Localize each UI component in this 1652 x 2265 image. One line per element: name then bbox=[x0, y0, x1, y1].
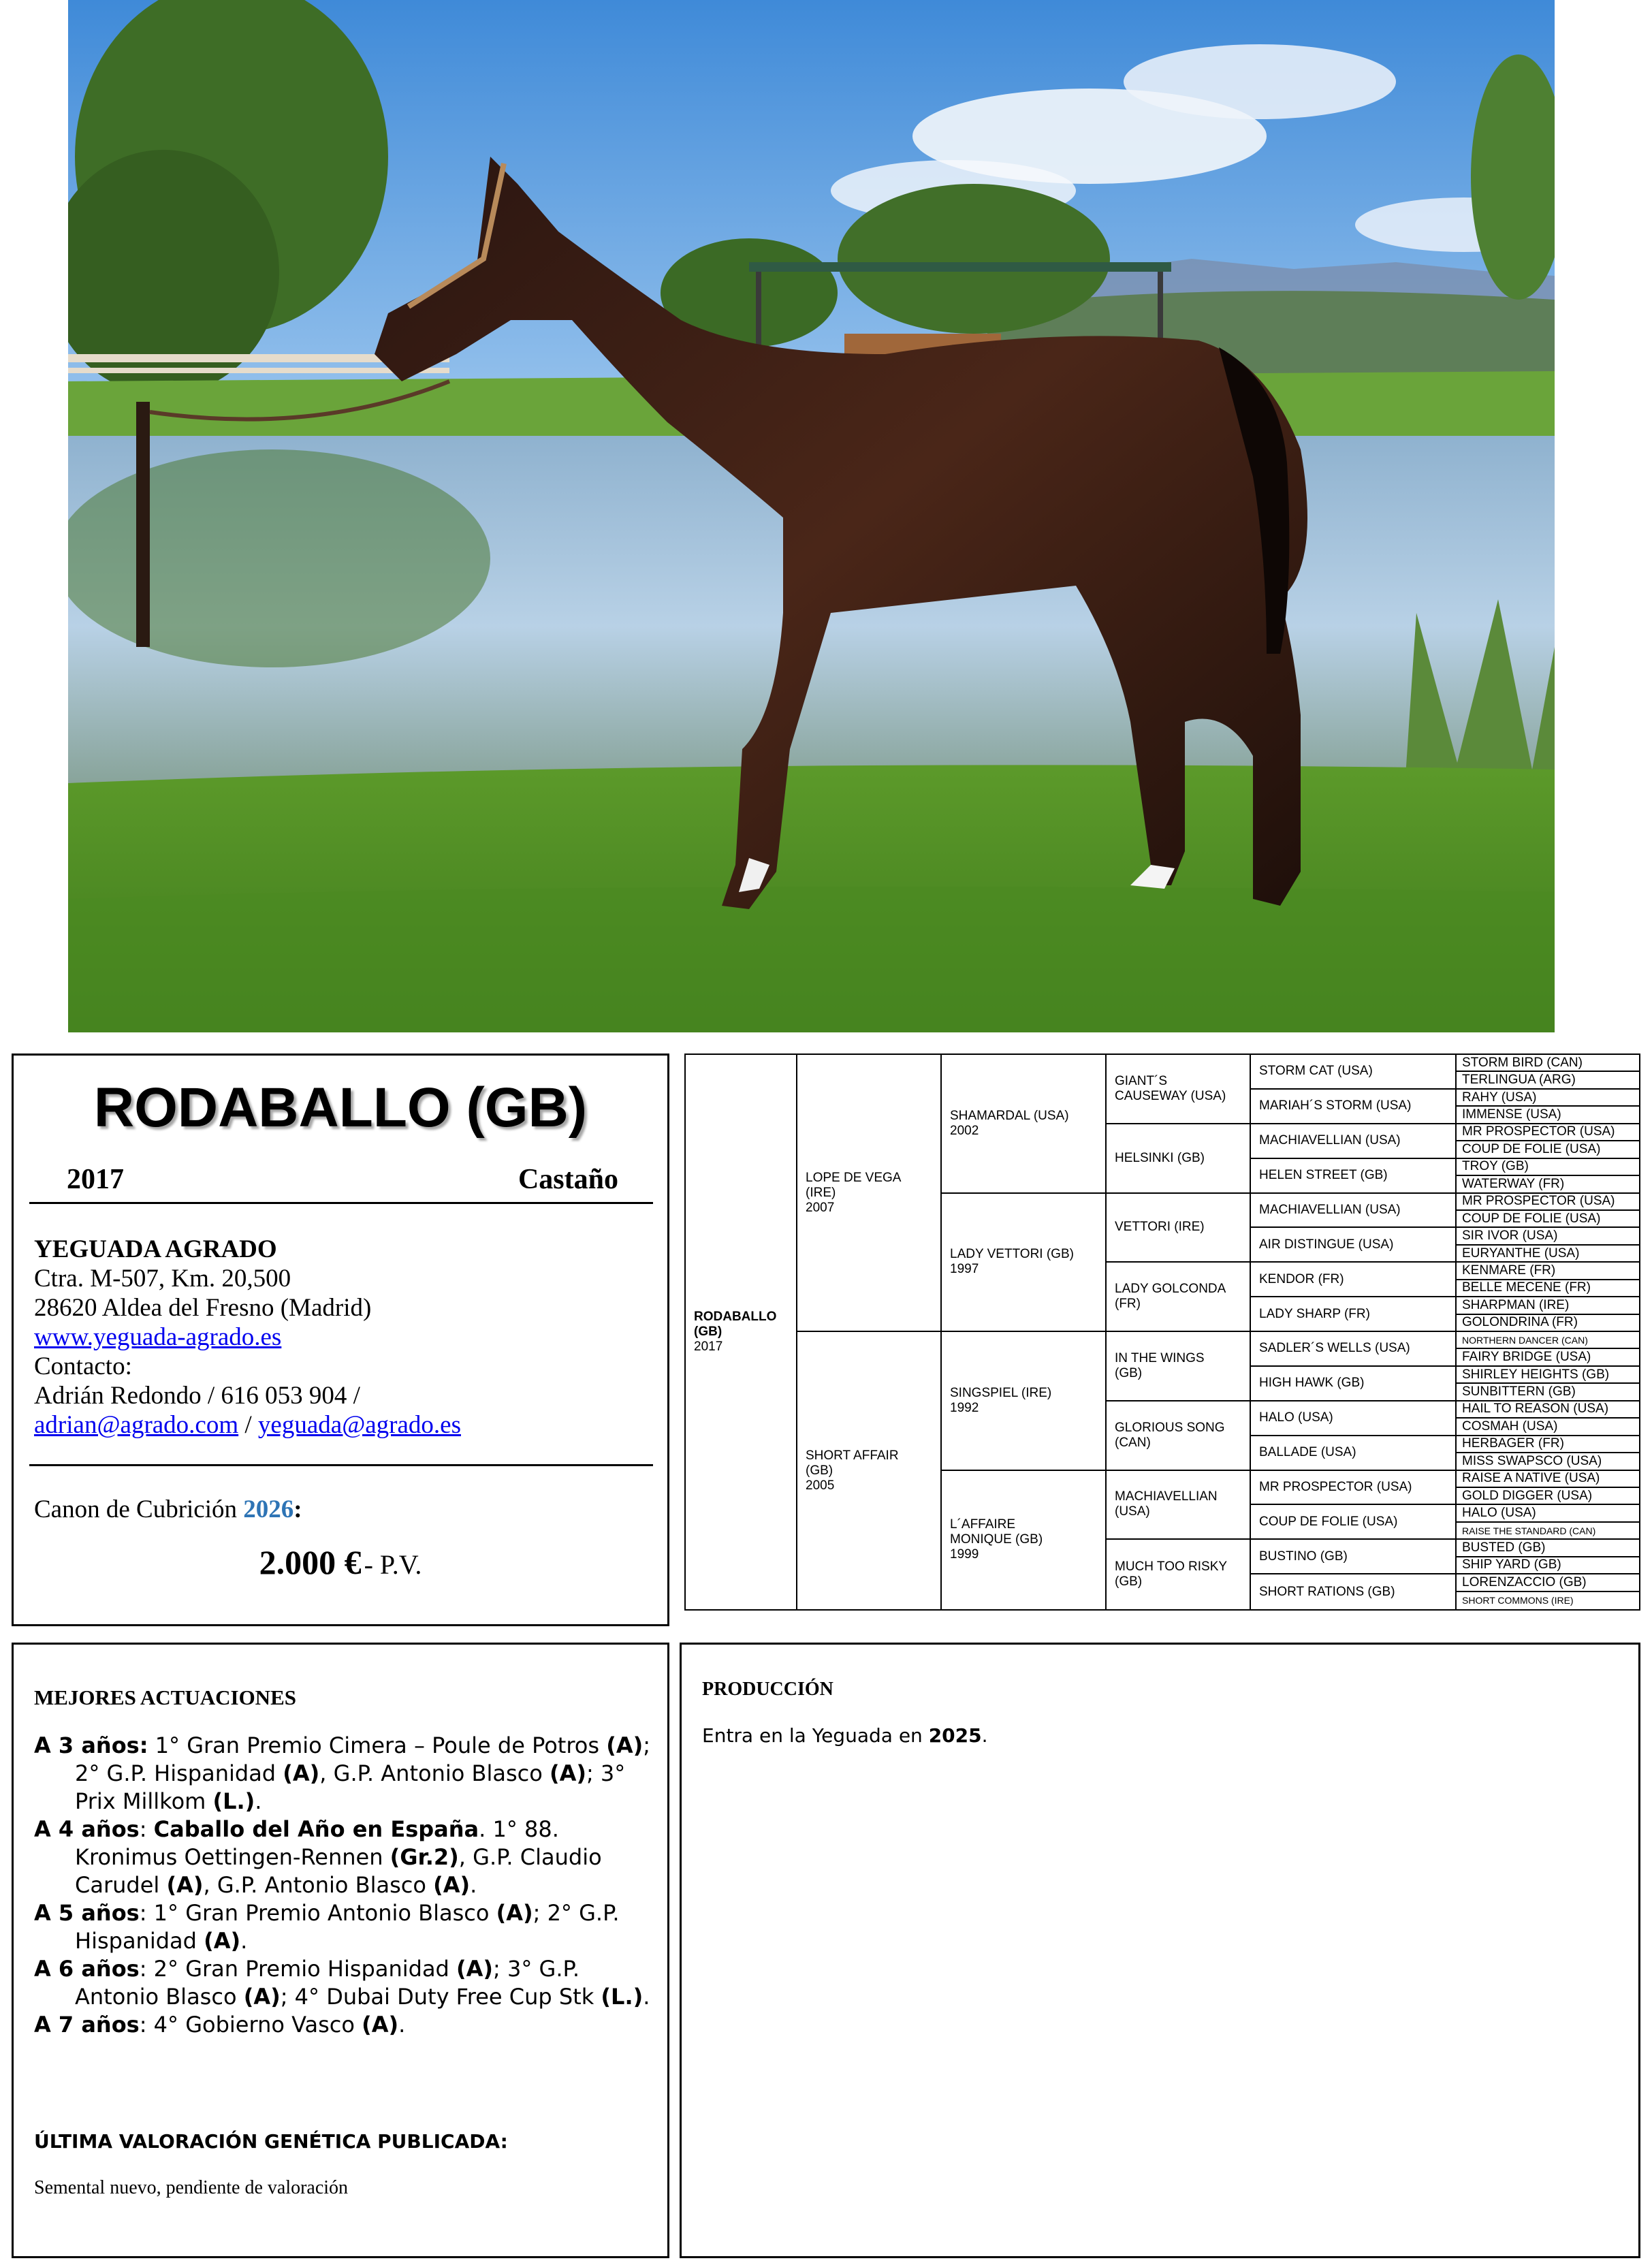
pedigree-text-line: SHORT RATIONS (GB) bbox=[1259, 1584, 1395, 1599]
pedigree-cell-gen4 bbox=[1251, 1505, 1457, 1540]
pedigree-horse-name bbox=[1462, 1489, 1592, 1503]
pedigree-text-line: COSMAH (USA) bbox=[1462, 1419, 1558, 1434]
pedigree-cell-gen3 bbox=[1107, 1401, 1251, 1471]
pedigree-horse-name bbox=[1259, 1272, 1344, 1287]
pedigree-text-line: CAUSEWAY (USA) bbox=[1115, 1088, 1226, 1103]
pedigree-text-line: COUP DE FOLIE (USA) bbox=[1462, 1141, 1601, 1156]
pedigree-horse-name bbox=[1462, 1056, 1583, 1070]
pedigree-text-line: 2017 bbox=[694, 1340, 723, 1354]
pedigree-text-line: MARIAH´S STORM (USA) bbox=[1259, 1098, 1412, 1113]
pedigree-text-line: SHAMARDAL (USA) bbox=[950, 1108, 1069, 1123]
pedigree-text-line: STORM CAT (USA) bbox=[1259, 1064, 1373, 1079]
pedigree-horse-name bbox=[1115, 1151, 1205, 1166]
pedigree-cell-gen3 bbox=[1107, 1471, 1251, 1540]
pedigree-text-line: LADY VETTORI (GB) bbox=[950, 1247, 1074, 1262]
pedigree-text-line: 2005 bbox=[806, 1478, 835, 1493]
pedigree-text-line: HALO (USA) bbox=[1462, 1506, 1536, 1521]
pedigree-text-line: RODABALLO bbox=[694, 1310, 777, 1324]
pedigree-text-line: RAHY (USA) bbox=[1462, 1090, 1537, 1105]
pedigree-cell-gen5 bbox=[1457, 1141, 1640, 1158]
pedigree-horse-name bbox=[1462, 1281, 1591, 1295]
pedigree-horse-name bbox=[1259, 1133, 1401, 1148]
pedigree-text-line: SUNBITTERN (GB) bbox=[1462, 1384, 1576, 1399]
pedigree-horse-name bbox=[950, 1247, 1074, 1277]
performance-item bbox=[34, 1899, 661, 1955]
pedigree-text-line: (GB) bbox=[806, 1463, 833, 1478]
pedigree-text-line: GOLONDRINA (FR) bbox=[1462, 1315, 1578, 1330]
pedigree-text-line: MR PROSPECTOR (USA) bbox=[1259, 1479, 1412, 1494]
pedigree-text-line: MONIQUE (GB) bbox=[950, 1532, 1043, 1547]
pedigree-text-line: (USA) bbox=[1115, 1504, 1150, 1519]
pedigree-text-line: (CAN) bbox=[1115, 1435, 1151, 1450]
email-link-yeguada[interactable]: yeguada@agrado.es bbox=[257, 1411, 461, 1439]
pedigree-cell-gen5 bbox=[1457, 1592, 1640, 1609]
pedigree-cell-gen5 bbox=[1457, 1453, 1640, 1470]
performance-text: : 1° Gran Premio Antonio Blasco (A); 2° G.P. Hispanidad (A). bbox=[75, 1900, 620, 1954]
pedigree-cell-gen5 bbox=[1457, 1211, 1640, 1228]
pedigree-cell-gen5 bbox=[1457, 1090, 1640, 1107]
pedigree-horse-name bbox=[1462, 1143, 1600, 1156]
pedigree-cell-gen5 bbox=[1457, 1523, 1640, 1540]
pedigree-text-line: HERBAGER (FR) bbox=[1462, 1436, 1564, 1451]
pedigree-cell-gen5 bbox=[1457, 1159, 1640, 1176]
pedigree-horse-name bbox=[1115, 1489, 1218, 1519]
pedigree-text-line: GOLD DIGGER (USA) bbox=[1462, 1488, 1593, 1503]
pedigree-horse-name bbox=[1462, 1264, 1555, 1278]
pedigree-text-line: 2002 bbox=[950, 1123, 979, 1138]
production-title: PRODUCCIÓN bbox=[702, 1679, 833, 1700]
pedigree-cell-gen5 bbox=[1457, 1505, 1640, 1522]
pedigree-text-line: (GB) bbox=[1115, 1574, 1143, 1589]
pedigree-text-line: BUSTED (GB) bbox=[1462, 1540, 1546, 1555]
pedigree-text-line: MISS SWAPSCO (USA) bbox=[1462, 1453, 1602, 1468]
pedigree-text-line: 1999 bbox=[950, 1547, 979, 1562]
pedigree-horse-name bbox=[1462, 1108, 1561, 1122]
address-line-1: Ctra. M-507, Km. 20,500 bbox=[34, 1265, 291, 1293]
pedigree-text-line: SADLER´S WELLS (USA) bbox=[1259, 1341, 1410, 1356]
pedigree-cell-gen1 bbox=[797, 1332, 942, 1609]
pedigree-cell-gen4 bbox=[1251, 1436, 1457, 1471]
pedigree-text-line: KENDOR (FR) bbox=[1259, 1271, 1344, 1286]
address-line-2: 28620 Aldea del Fresno (Madrid) bbox=[34, 1294, 372, 1322]
pedigree-text-line: LADY SHARP (FR) bbox=[1259, 1306, 1370, 1321]
pedigree-table bbox=[684, 1054, 1640, 1611]
stud-name: YEGUADA AGRADO bbox=[34, 1235, 277, 1263]
pedigree-text-line: MR PROSPECTOR (USA) bbox=[1462, 1124, 1615, 1139]
performance-age: A 3 años: bbox=[34, 1732, 148, 1758]
pedigree-horse-name bbox=[1259, 1168, 1388, 1183]
best-performances-box bbox=[12, 1643, 669, 2258]
fee-amount: 2.000 € bbox=[259, 1543, 362, 1581]
contact-line: Adrián Redondo / 616 053 904 / bbox=[34, 1382, 360, 1410]
pedigree-text-line: LADY GOLCONDA bbox=[1115, 1282, 1226, 1297]
pedigree-horse-name bbox=[1462, 1247, 1579, 1261]
pedigree-cell-gen4 bbox=[1251, 1540, 1457, 1574]
pedigree-cell-gen3 bbox=[1107, 1194, 1251, 1263]
horse-photo bbox=[68, 0, 1555, 1032]
pedigree-text-line: RAISE A NATIVE (USA) bbox=[1462, 1471, 1600, 1486]
pedigree-text-line: SINGSPIEL (IRE) bbox=[950, 1385, 1052, 1400]
production-box bbox=[680, 1643, 1640, 2258]
pedigree-cell-gen2 bbox=[942, 1471, 1107, 1610]
email-separator: / bbox=[244, 1411, 252, 1439]
pedigree-text-line: L´AFFAIRE bbox=[950, 1517, 1016, 1532]
fee-suffix: - P.V. bbox=[364, 1549, 422, 1580]
genetic-valuation-text: Semental nuevo, pendiente de valoración bbox=[34, 2177, 349, 2198]
pedigree-text-line: SIR IVOR (USA) bbox=[1462, 1229, 1558, 1244]
birth-year-and-coat bbox=[67, 1163, 618, 1194]
pedigree-horse-name bbox=[1259, 1445, 1356, 1460]
pedigree-cell-gen4 bbox=[1251, 1124, 1457, 1159]
pedigree-text-line: AIR DISTINGUE (USA) bbox=[1259, 1237, 1394, 1252]
pedigree-horse-name bbox=[1259, 1237, 1393, 1252]
pedigree-horse-name bbox=[1115, 1351, 1205, 1381]
pedigree-cell-gen4 bbox=[1251, 1471, 1457, 1506]
pedigree-horse-name bbox=[1259, 1515, 1397, 1530]
pedigree-text-line: HAIL TO REASON (USA) bbox=[1462, 1401, 1609, 1416]
email-link-adrian[interactable]: adrian@agrado.com bbox=[34, 1411, 239, 1439]
pedigree-text-line: MUCH TOO RISKY bbox=[1115, 1559, 1228, 1574]
horse-photo-illustration bbox=[68, 0, 1555, 1032]
pedigree-cell-gen4 bbox=[1251, 1159, 1457, 1194]
pedigree-text-line: MACHIAVELLIAN bbox=[1115, 1489, 1218, 1504]
horse-name: RODABALLO (GB) bbox=[93, 1077, 588, 1139]
pedigree-horse-name bbox=[1259, 1203, 1401, 1218]
pedigree-text-line: MACHIAVELLIAN (USA) bbox=[1259, 1202, 1401, 1217]
pedigree-cell-gen5 bbox=[1457, 1072, 1640, 1089]
pedigree-text-line: KENMARE (FR) bbox=[1462, 1263, 1556, 1278]
pedigree-text-line: BALLADE (USA) bbox=[1259, 1445, 1356, 1460]
pedigree-cell-gen5 bbox=[1457, 1246, 1640, 1263]
pedigree-text-line: IMMENSE (USA) bbox=[1462, 1107, 1561, 1122]
performances-title: MEJORES ACTUACIONES bbox=[34, 1685, 296, 1709]
divider bbox=[29, 1202, 653, 1204]
pedigree-cell-gen5 bbox=[1457, 1107, 1640, 1124]
pedigree-cell-gen5 bbox=[1457, 1332, 1640, 1349]
birth-year: 2017 bbox=[67, 1164, 124, 1195]
performance-item bbox=[34, 1816, 661, 1899]
pedigree-text-line: GIANT´S bbox=[1115, 1073, 1168, 1088]
pedigree-cell-gen2 bbox=[942, 1332, 1107, 1471]
pedigree-horse-name bbox=[806, 1448, 899, 1493]
coat-color: Castaño bbox=[518, 1164, 618, 1195]
pedigree-cell-gen2 bbox=[942, 1055, 1107, 1194]
pedigree-generation-0 bbox=[686, 1055, 797, 1609]
pedigree-cell-gen5 bbox=[1457, 1349, 1640, 1366]
pedigree-horse-name bbox=[1462, 1073, 1576, 1087]
pedigree-horse-name bbox=[1259, 1549, 1348, 1564]
pedigree-horse-name bbox=[1259, 1376, 1364, 1391]
pedigree-horse-name bbox=[1115, 1282, 1226, 1312]
performance-age: A 4 años bbox=[34, 1816, 140, 1842]
pedigree-cell-gen2 bbox=[942, 1194, 1107, 1333]
pedigree-horse-name bbox=[1462, 1316, 1578, 1329]
pedigree-text-line: NORTHERN DANCER (CAN) bbox=[1462, 1334, 1588, 1346]
pedigree-horse-name bbox=[1115, 1559, 1227, 1589]
pedigree-text-line: (IRE) bbox=[806, 1185, 836, 1200]
pedigree-text-line: HIGH HAWK (GB) bbox=[1259, 1376, 1365, 1391]
pedigree-text-line: HELSINKI (GB) bbox=[1115, 1150, 1205, 1165]
pedigree-cell-gen5 bbox=[1457, 1384, 1640, 1401]
pedigree-horse-name bbox=[1462, 1091, 1536, 1105]
pedigree-horse-name bbox=[1462, 1177, 1564, 1191]
pedigree-text-line: HALO (USA) bbox=[1259, 1410, 1333, 1425]
pedigree-generation-4 bbox=[1251, 1055, 1457, 1609]
pedigree-cell-gen3 bbox=[1107, 1055, 1251, 1124]
pedigree-horse-name bbox=[1462, 1420, 1557, 1434]
performance-text: 1° Gran Premio Cimera – Poule de Potros (A); 2° G.P. Hispanidad (A), G.P. Antonio Blasco (A); 3° Prix Millkom (L.). bbox=[75, 1732, 651, 1814]
pedigree-cell-gen5 bbox=[1457, 1419, 1640, 1436]
pedigree-cell-gen4 bbox=[1251, 1090, 1457, 1124]
pedigree-generation-5 bbox=[1457, 1055, 1640, 1609]
pedigree-cell-gen5 bbox=[1457, 1367, 1640, 1384]
performance-age: A 7 años bbox=[34, 2012, 140, 2038]
pedigree-horse-name bbox=[950, 1109, 1069, 1139]
pedigree-horse-name bbox=[1115, 1220, 1205, 1235]
pedigree-horse-name bbox=[1462, 1229, 1557, 1243]
pedigree-horse-name bbox=[1462, 1299, 1569, 1312]
pedigree-cell-gen5 bbox=[1457, 1540, 1640, 1557]
pedigree-cell-gen5 bbox=[1457, 1574, 1640, 1591]
pedigree-text-line: (FR) bbox=[1115, 1297, 1141, 1312]
pedigree-cell-gen4 bbox=[1251, 1574, 1457, 1609]
pedigree-text-line: 1992 bbox=[950, 1400, 979, 1415]
pedigree-text-line: MR PROSPECTOR (USA) bbox=[1462, 1194, 1615, 1209]
pedigree-text-line: SHORT COMMONS (IRE) bbox=[1462, 1595, 1574, 1606]
pedigree-cell-gen5 bbox=[1457, 1176, 1640, 1193]
fee-year: 2026 bbox=[243, 1495, 294, 1523]
pedigree-cell-gen4 bbox=[1251, 1401, 1457, 1436]
performance-text: : Caballo del Año en España. 1° 88. Kronimus Oettingen-Rennen (Gr.2), G.P. Claudio Carudel (A), G.P. Antonio Blasco (A). bbox=[75, 1816, 602, 1898]
pedigree-text-line: 2007 bbox=[806, 1200, 835, 1215]
pedigree-horse-name bbox=[1462, 1160, 1529, 1173]
pedigree-cell-gen4 bbox=[1251, 1297, 1457, 1332]
pedigree-cell-gen5 bbox=[1457, 1263, 1640, 1280]
performance-item bbox=[34, 1732, 661, 1816]
pedigree-cell-gen1 bbox=[797, 1055, 942, 1332]
pedigree-cell-gen4 bbox=[1251, 1055, 1457, 1090]
performance-text: : 4° Gobierno Vasco (A). bbox=[139, 2012, 406, 2038]
pedigree-text-line: WATERWAY (FR) bbox=[1462, 1176, 1565, 1191]
pedigree-generation-1 bbox=[797, 1055, 942, 1609]
pedigree-horse-name bbox=[694, 1310, 776, 1355]
pedigree-text-line: STORM BIRD (CAN) bbox=[1462, 1055, 1583, 1070]
pedigree-cell-gen4 bbox=[1251, 1228, 1457, 1263]
pedigree-text-line: BELLE MECENE (FR) bbox=[1462, 1280, 1591, 1295]
pedigree-horse-name bbox=[1462, 1524, 1595, 1538]
pedigree-cell-gen4 bbox=[1251, 1367, 1457, 1401]
pedigree-cell-gen4 bbox=[1251, 1194, 1457, 1229]
pedigree-horse-name bbox=[1259, 1480, 1412, 1495]
pedigree-text-line: 1997 bbox=[950, 1262, 979, 1277]
pedigree-cell-gen3 bbox=[1107, 1124, 1251, 1194]
pedigree-horse-name bbox=[806, 1171, 901, 1216]
performance-item bbox=[34, 1955, 661, 2011]
pedigree-cell-gen3 bbox=[1107, 1540, 1251, 1609]
pedigree-horse-name bbox=[1259, 1064, 1373, 1079]
pedigree-text-line: HELEN STREET (GB) bbox=[1259, 1168, 1388, 1183]
performances-list bbox=[34, 1732, 661, 2039]
pedigree-text-line: TROY (GB) bbox=[1462, 1159, 1529, 1174]
pedigree-cell-gen5 bbox=[1457, 1557, 1640, 1574]
pedigree-text-line: SHORT AFFAIR bbox=[806, 1448, 899, 1463]
pedigree-cell-gen5 bbox=[1457, 1280, 1640, 1297]
pedigree-horse-name bbox=[1462, 1558, 1561, 1572]
pedigree-text-line: SHIRLEY HEIGHTS (GB) bbox=[1462, 1367, 1610, 1382]
pedigree-text-line: LOPE DE VEGA bbox=[806, 1170, 902, 1185]
pedigree-horse-name bbox=[1462, 1541, 1545, 1555]
pedigree-text-line: VETTORI (IRE) bbox=[1115, 1220, 1205, 1235]
pedigree-cell-gen5 bbox=[1457, 1315, 1640, 1332]
pedigree-cell-gen5 bbox=[1457, 1488, 1640, 1505]
fee-label-text: Canon de Cubrición bbox=[34, 1495, 238, 1523]
pedigree-horse-name bbox=[950, 1386, 1051, 1416]
performance-age: A 6 años bbox=[34, 1956, 140, 1982]
pedigree-horse-name bbox=[1462, 1472, 1600, 1485]
pedigree-horse-name bbox=[1462, 1455, 1602, 1468]
pedigree-horse-name bbox=[1462, 1194, 1615, 1208]
pedigree-horse-name bbox=[950, 1517, 1043, 1562]
pedigree-horse-name bbox=[1462, 1125, 1615, 1139]
performance-item bbox=[34, 2011, 661, 2039]
pedigree-cell-gen5 bbox=[1457, 1401, 1640, 1419]
contact-label: Contacto: bbox=[34, 1352, 132, 1380]
pedigree-horse-name bbox=[1259, 1307, 1370, 1322]
pedigree-cell-gen5 bbox=[1457, 1124, 1640, 1141]
pedigree-text-line: SHIP YARD (GB) bbox=[1462, 1557, 1561, 1572]
pedigree-text-line: GLORIOUS SONG bbox=[1115, 1420, 1225, 1435]
pedigree-text-line: SHARPMAN (IRE) bbox=[1462, 1297, 1570, 1312]
pedigree-text-line: (GB) bbox=[694, 1325, 722, 1339]
pedigree-horse-name bbox=[1259, 1410, 1333, 1425]
pedigree-text-line: COUP DE FOLIE (USA) bbox=[1259, 1514, 1398, 1529]
pedigree-horse-name bbox=[1462, 1576, 1587, 1589]
pedigree-text-line: FAIRY BRIDGE (USA) bbox=[1462, 1350, 1591, 1365]
pedigree-horse-name bbox=[1259, 1585, 1395, 1600]
genetic-valuation-title: ÚLTIMA VALORACIÓN GENÉTICA PUBLICADA: bbox=[34, 2130, 508, 2153]
pedigree-generation-2 bbox=[942, 1055, 1107, 1609]
website-link[interactable]: www.yeguada-agrado.es bbox=[34, 1323, 282, 1351]
pedigree-horse-name bbox=[1462, 1368, 1609, 1382]
pedigree-text-line: IN THE WINGS bbox=[1115, 1350, 1205, 1365]
fee-colon: : bbox=[293, 1495, 302, 1523]
pedigree-cell-gen3 bbox=[1107, 1263, 1251, 1332]
pedigree-horse-name bbox=[1462, 1402, 1608, 1416]
pedigree-horse-name bbox=[1462, 1333, 1588, 1347]
pedigree-horse-name bbox=[1462, 1385, 1576, 1399]
pedigree-text-line: (GB) bbox=[1115, 1365, 1143, 1380]
pedigree-cell-gen5 bbox=[1457, 1297, 1640, 1314]
pedigree-text-line: COUP DE FOLIE (USA) bbox=[1462, 1211, 1601, 1226]
pedigree-text-line: TERLINGUA (ARG) bbox=[1462, 1073, 1576, 1088]
pedigree-cell-gen4 bbox=[1251, 1263, 1457, 1297]
stallion-info-box bbox=[12, 1054, 669, 1626]
stud-fee bbox=[14, 1542, 667, 1582]
pedigree-cell-gen5 bbox=[1457, 1228, 1640, 1245]
pedigree-horse-name bbox=[1462, 1506, 1536, 1520]
pedigree-horse-name bbox=[1462, 1350, 1591, 1364]
performance-text: : 2° Gran Premio Hispanidad (A); 3° G.P. Antonio Blasco (A); 4° Dubai Duty Free Cup Stk (L.). bbox=[75, 1956, 650, 2010]
pedigree-cell-gen5 bbox=[1457, 1471, 1640, 1488]
pedigree-text-line: LORENZACCIO (GB) bbox=[1462, 1574, 1587, 1589]
pedigree-horse-name bbox=[1462, 1212, 1600, 1226]
pedigree-text-line: EURYANTHE (USA) bbox=[1462, 1246, 1580, 1261]
pedigree-cell-gen5 bbox=[1457, 1055, 1640, 1072]
pedigree-horse-name bbox=[1462, 1594, 1574, 1607]
pedigree-cell-gen5 bbox=[1457, 1436, 1640, 1453]
pedigree-horse-name bbox=[1462, 1437, 1564, 1451]
performance-age: A 5 años bbox=[34, 1900, 140, 1926]
pedigree-horse-name bbox=[1259, 1341, 1410, 1356]
pedigree-cell-gen4 bbox=[1251, 1332, 1457, 1367]
pedigree-generation-3 bbox=[1107, 1055, 1251, 1609]
production-text: Entra en la Yeguada en 2025. bbox=[702, 1724, 988, 1747]
pedigree-text-line: RAISE THE STANDARD (CAN) bbox=[1462, 1525, 1596, 1536]
pedigree-horse-name bbox=[1115, 1074, 1226, 1104]
stud-fee-label bbox=[34, 1495, 302, 1524]
stud-contact bbox=[34, 1235, 461, 1440]
pedigree-horse-name bbox=[1115, 1421, 1225, 1451]
pedigree-cell-gen3 bbox=[1107, 1332, 1251, 1401]
divider bbox=[29, 1464, 653, 1466]
pedigree-cell-gen5 bbox=[1457, 1194, 1640, 1211]
pedigree-cell-gen0 bbox=[686, 1055, 797, 1609]
pedigree-horse-name bbox=[1259, 1098, 1411, 1113]
pedigree-text-line: MACHIAVELLIAN (USA) bbox=[1259, 1133, 1401, 1148]
pedigree-text-line: BUSTINO (GB) bbox=[1259, 1549, 1348, 1564]
